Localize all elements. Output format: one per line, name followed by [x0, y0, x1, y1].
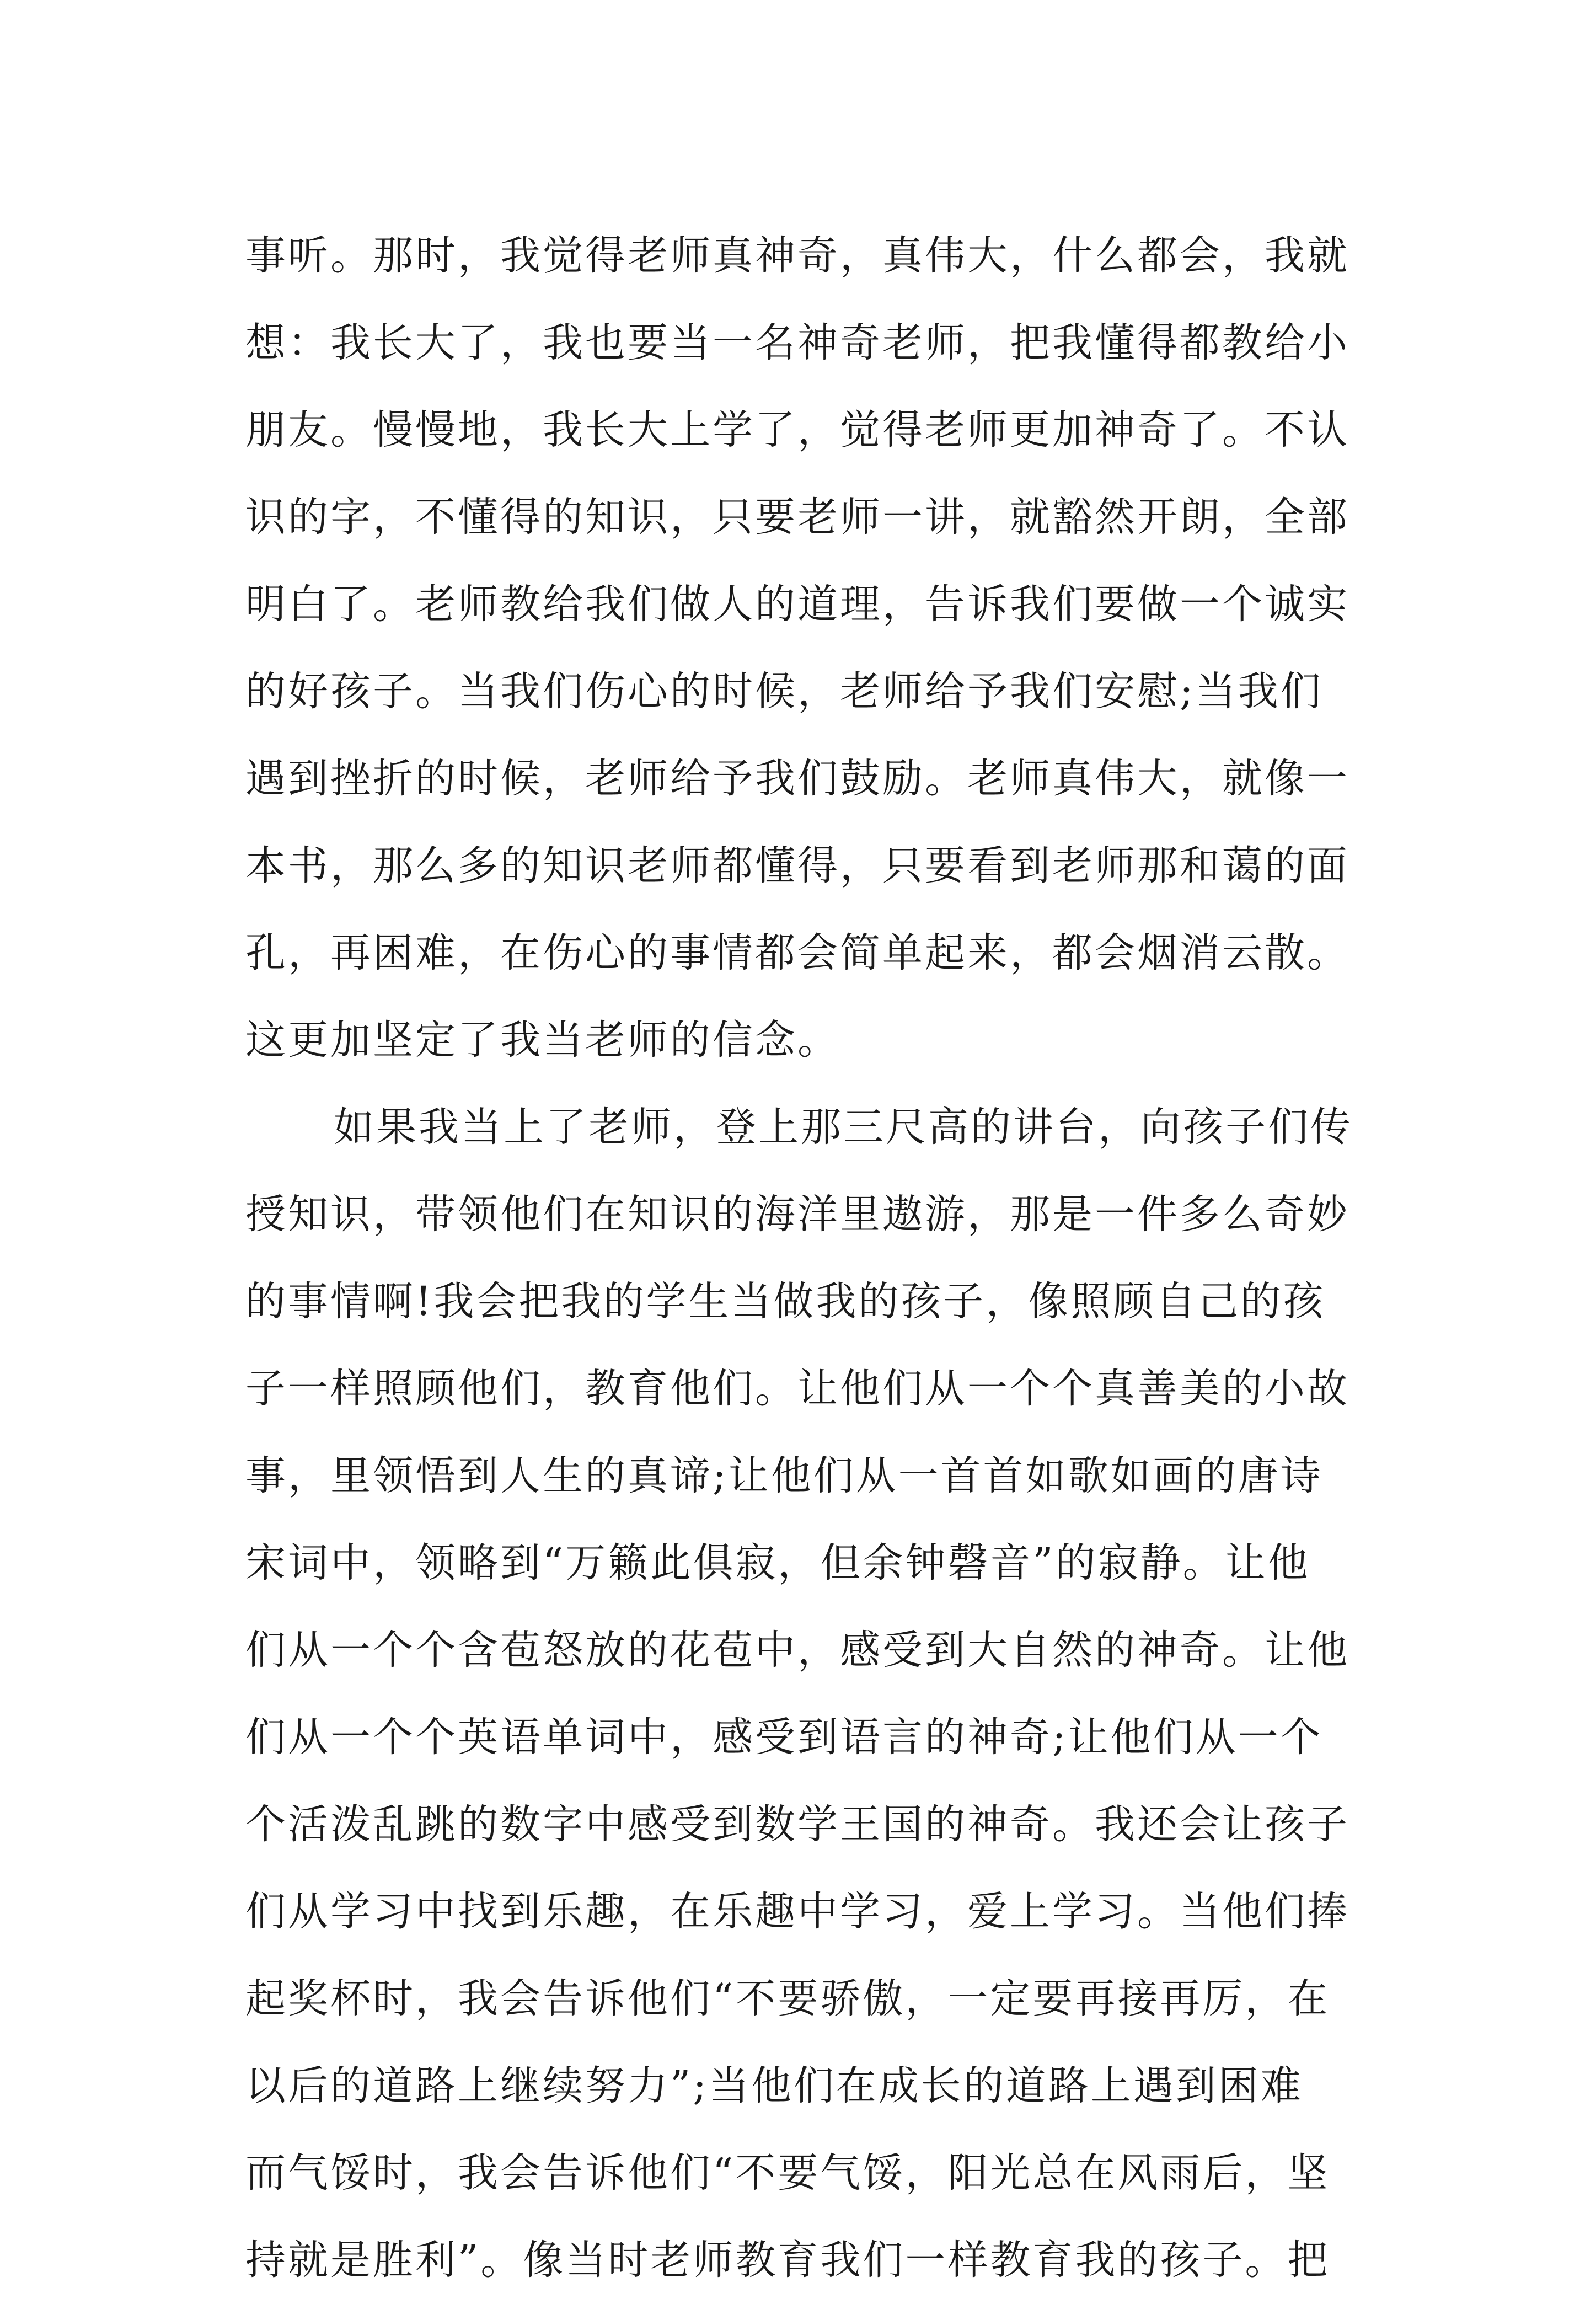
text-line: 的好孩子。当我们伤心的时候，老师给予我们安慰;当我们	[245, 668, 1323, 715]
text-line: 遇到挫折的时候，老师给予我们鼓励。老师真伟大，就像一	[245, 755, 1349, 802]
text-line: 而气馁时，我会告诉他们“不要气馁，阳光总在风雨后，坚	[245, 2150, 1330, 2196]
text-line: 宋词中，领略到“万籁此俱寂，但余钟磬音”的寂静。让他	[245, 1539, 1310, 1586]
text-line: 持就是胜利”。像当时老师教育我们一样教育我的孩子。把	[245, 2237, 1330, 2284]
text-line: 们从一个个含苞怒放的花苞中，感受到大自然的神奇。让他	[245, 1627, 1349, 1674]
text-line: 们从学习中找到乐趣，在乐趣中学习，爱上学习。当他们捧	[245, 1888, 1349, 1935]
text-line: 个活泼乱跳的数字中感受到数学王国的神奇。我还会让孩子	[245, 1801, 1349, 1848]
text-line: 这更加坚定了我当老师的信念。	[245, 1017, 840, 1063]
text-line: 起奖杯时，我会告诉他们“不要骄傲，一定要再接再厉，在	[245, 1975, 1330, 2022]
text-line: 事，里领悟到人生的真谛;让他们从一首首如歌如画的唐诗	[245, 1452, 1323, 1499]
paragraph-start-line: 如果我当上了老师，登上那三尺高的讲台，向孩子们传	[334, 1104, 1353, 1151]
text-line: 们从一个个英语单词中，感受到语言的神奇;让他们从一个	[245, 1714, 1323, 1761]
text-line: 的事情啊!我会把我的学生当做我的孩子，像照顾自己的孩	[245, 1278, 1326, 1325]
text-line: 明白了。老师教给我们做人的道理，告诉我们要做一个诚实	[245, 581, 1349, 628]
text-line: 朋友。慢慢地，我长大上学了，觉得老师更加神奇了。不认	[245, 407, 1349, 453]
text-line: 子一样照顾他们，教育他们。让他们从一个个真善美的小故	[245, 1365, 1349, 1412]
text-line: 想：我长大了，我也要当一名神奇老师，把我懂得都教给小	[245, 319, 1349, 366]
text-line: 以后的道路上继续努力”;当他们在成长的道路上遇到困难	[245, 2062, 1303, 2109]
text-line: 孔，再困难，在伤心的事情都会简单起来，都会烟消云散。	[245, 929, 1349, 976]
text-line: 本书，那么多的知识老师都懂得，只要看到老师那和蔼的面	[245, 842, 1349, 889]
body-text	[245, 212, 1393, 2304]
text-line: 事听。那时，我觉得老师真神奇，真伟大，什么都会，我就	[245, 232, 1349, 279]
text-line: 识的字，不懂得的知识，只要老师一讲，就豁然开朗，全部	[245, 494, 1349, 541]
text-line: 授知识，带领他们在知识的海洋里遨游，那是一件多么奇妙	[245, 1191, 1349, 1238]
